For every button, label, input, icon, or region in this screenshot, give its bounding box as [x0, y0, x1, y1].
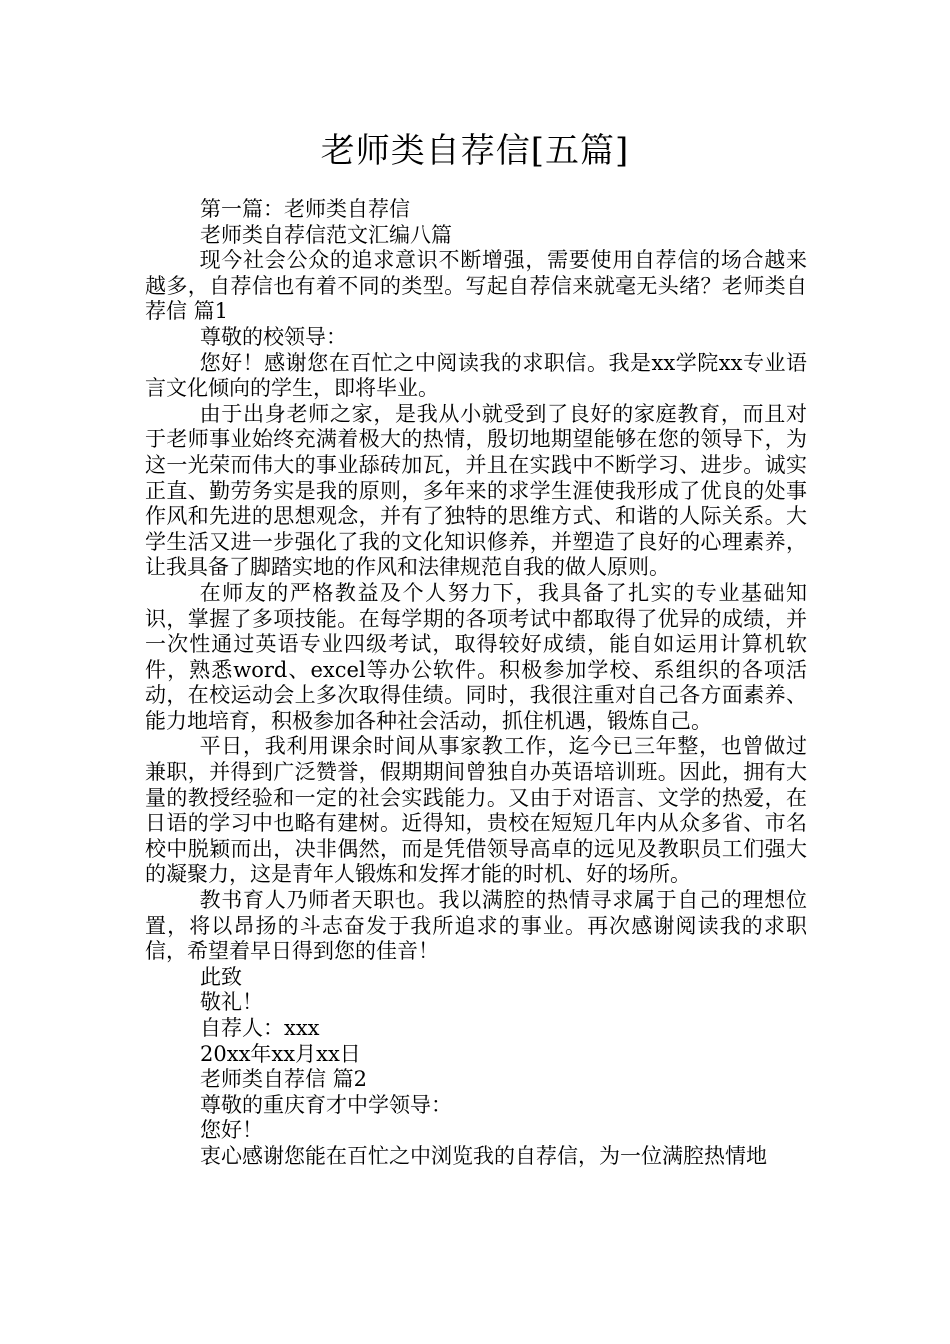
heading-collection: 老师类自荐信范文汇编八篇 [200, 222, 452, 247]
paragraph-letter-2-start: 衷心感谢您能在百忙之中浏览我的自荐信，为一位满腔热情地 [200, 1143, 767, 1168]
letter-date: 20xx年xx月xx日 [200, 1041, 361, 1066]
paragraph-skills: 在师友的严格教益及个人努力下，我具备了扎实的专业基础知识，掌握了多项技能。在每学期的各项考试中都取得了优异的成绩，并一次性通过英语专业四级考试，取得较好成绩，能自如运用计算机软件，熟悉word、excel等办公软件。积极参加学校、系组织的各项活动，在校运动会上多次取得佳绩。同时，我很注重对自己各方面素养、能力地培育，积极参加各种社会活动，抓住机遇，锻炼自己。 [145, 580, 807, 733]
greeting-2: 您好！ [200, 1118, 263, 1143]
document-title: 老师类自荐信[五篇] [320, 131, 630, 171]
paragraph-experience: 平日，我利用课余时间从事家教工作，迄今已三年整，也曾做过兼职，并得到广泛赞誉，假期期间曾独自办英语培训班。因此，拥有大量的教授经验和一定的社会实践能力。又由于对语言、文学的热爱，在日语的学习中也略有建树。近得知，贵校在短短几年内从众多省、市名校中脱颖而出，决非偶然，而是凭借领导高卓的远见及教职员工们强大的凝聚力，这是青年人锻炼和发挥才能的时机、好的场所。 [145, 734, 807, 887]
salutation-school-leaders: 尊敬的校领导： [200, 324, 347, 349]
document-body [145, 197, 807, 1170]
closing-jing-li: 敬礼！ [200, 990, 263, 1015]
closing-ci-zhi: 此致 [200, 964, 242, 989]
paragraph-intro: 现今社会公众的追求意识不断增强，需要使用自荐信的场合越来越多，自荐信也有着不同的类型。写起自荐信来就毫无头绪？老师类自荐信 篇1 [145, 248, 807, 324]
heading-letter-2: 老师类自荐信 篇2 [200, 1067, 368, 1092]
signature: 自荐人：xxx [200, 1016, 320, 1040]
paragraph-family-background: 由于出身老师之家，是我从小就受到了良好的家庭教育，而且对于老师事业始终充满着极大的热情，殷切地期望能够在您的领导下，为这一光荣而伟大的事业舔砖加瓦，并且在实践中不断学习、进步。诚实正直、勤劳务实是我的原则，多年来的求学生涯使我形成了优良的处事作风和先进的思想观念，并有了独特的思维方式、和谐的人际关系。大学生活又进一步强化了我的文化知识修养，并塑造了良好的心理素养，让我具备了脚踏实地的作风和法律规范自我的做人原则。 [145, 401, 807, 580]
heading-first-letter: 第一篇：老师类自荐信 [200, 197, 410, 221]
salutation-chongqing-yucai: 尊敬的重庆育才中学领导： [200, 1092, 452, 1117]
paragraph-closing-wish: 教书育人乃师者天职也。我以满腔的热情寻求属于自己的理想位置，将以昂扬的斗志奋发于我所追求的事业。再次感谢阅读我的求职信，希望着早日得到您的佳音！ [145, 888, 807, 964]
paragraph-greeting: 您好！感谢您在百忙之中阅读我的求职信。我是xx学院xx专业语言文化倾向的学生，即将毕业。 [145, 350, 807, 401]
